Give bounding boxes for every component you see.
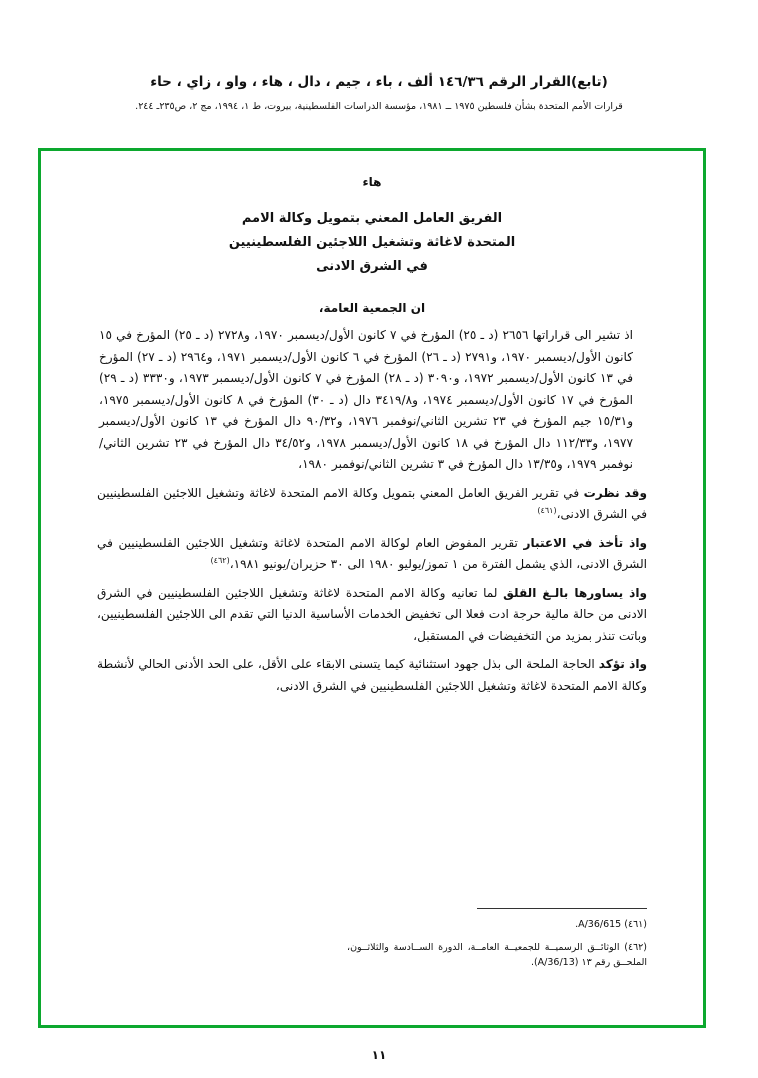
paragraph-lead: واذ تؤكد <box>598 657 647 672</box>
paragraph-emphasizing <box>97 654 647 697</box>
footnote-reference: (٤٦١) <box>537 506 557 516</box>
paragraph-lead: واذ يساورها بالـغ القلق <box>503 585 647 600</box>
green-border-frame <box>38 148 706 1028</box>
resolution-title-line-1: الفريق العامل المعني بتمويل وكالة الامم <box>241 211 503 226</box>
paragraph-text: اذ تشير الى قراراتها ٢٦٥٦ (د ـ ٢٥) المؤرخ في ٧ كانون الأول/ديسمبر ١٩٧٠، و٢٧٢٨ (د ـ ٢٥) المؤرخ في ١٥ كانون الأول/ديسمبر ١٩٧٠، و٢٧٩١ (د ـ ٢٦) المؤرخ في ٦ كانون الأول/ديسمبر ١٩٧١، و٢٩٦٤ (د ـ ٢٧) المؤرخ في ١٣ كانون الأول/ديسمبر ١٩٧٢، و٣٠٩٠ (د ـ ٢٨) المؤرخ في ٧ كانون الأول/ديسمبر ١٩٧٣، و٣٣٣٠ (د ـ ٢٩) المؤرخ في ١٧ كانون الأول/ديسمبر ١٩٧٤، و٣٤١٩/٨ دال (د ـ ٣٠) المؤرخ في ٨ كانون الأول/ديسمبر ١٩٧٥، و١٥/٣١ جيم المؤرخ في ٢٣ تشرين الثاني/نوفمبر ١٩٧٦، و٩٠/٣٢ دال المؤرخ في ١٣ كانون الأول/ديسمبر ١٩٧٧، و١١٢/٣٣ دال المؤرخ في ١٨ كانون الأول/ديسمبر ١٩٧٨، و٣٤/٥٢ دال المؤرخ في ٢٣ تشرين الثاني/نوفمبر ١٩٧٩، و١٣/٣٥ دال المؤرخ في ٣ تشرين الثاني/نوفمبر ١٩٨٠، <box>99 328 634 472</box>
footnote-reference: (٤٦٢) <box>210 556 230 566</box>
section-letter-mark: هاء <box>362 175 382 189</box>
header-title: (تابع)القرار الرقم ١٤٦/٣٦ ألف ، باء ، جيم ، دال ، هاء ، واو ، زاي ، حاء <box>150 74 608 90</box>
resolution-title-line-2: المتحدة لاغاثة وتشغيل اللاجئين الفلسطينيين <box>228 235 516 251</box>
header-source-citation: قرارات الأمم المتحدة بشأن فلسطين ١٩٧٥ ــ ١٩٨١، مؤسسة الدراسات الفلسطينية، بيروت، ط ١، ١٩٩٤، مج ٢، ص٢٣٥ـ ٢٤٤. <box>135 100 623 112</box>
frame-content <box>41 151 703 1025</box>
paragraph-taking-into-account <box>97 533 647 576</box>
paragraph-lead: واذ تأخذ في الاعتبار <box>523 535 647 550</box>
page-number: ١١ <box>371 1048 387 1062</box>
paragraph-deeply-concerned <box>97 583 647 648</box>
document-header <box>0 0 758 113</box>
footnote-separator-rule <box>477 908 647 909</box>
paragraph-text: في تقرير الفريق العامل المعني بتمويل وكالة الامم المتحدة لاغاثة وتشغيل اللاجئين الفلسطينيين في الشرق الادنى، <box>97 485 647 522</box>
paragraph-text: تقرير المفوض العام لوكالة الامم المتحدة لاغاثة وتشغيل اللاجئين الفلسطينيين في الشرق الادنى، الذي يشمل الفترة من ١ تموز/يوليو ١٩٨٠ الى ٣٠ حزيران/يونيو ١٩٨١، <box>97 535 647 572</box>
paragraph-lead: وقد نظرت <box>583 485 647 500</box>
resolution-title <box>97 207 647 279</box>
paragraph-having-considered <box>97 483 647 526</box>
paragraph-text: لما تعانيه وكالة الامم المتحدة لاغاثة وتشغيل اللاجئين الفلسطينيين في الشرق الادنى من حالة مالية حرجة ادت فعلا الى تخفيض الخدمات الأساسية الدنيا التي تقدم الى اللاجئين الفلسطينيين، وباتت تنذر بمزيد من التخفيضات في المستقبل، <box>97 585 647 643</box>
footnotes-block <box>347 908 647 977</box>
resolution-title-line-3: في الشرق الادنى <box>316 259 428 275</box>
preamble-line: ان الجمعية العامة، <box>318 301 426 316</box>
resolution-body <box>97 325 647 697</box>
footnote-item: (٤٦١) A/36/615. <box>575 919 647 931</box>
footnote-item: (٤٦٢) الوثائــق الرسميــة للجمعيــة العامــة، الدورة الســادسة والثلاثــون، الملحــق رقم ١٣ (A/36/13). <box>347 941 647 968</box>
paragraph-text: الحاجة الملحة الى بذل جهود استثنائية كيما يتسنى الابقاء على الأقل، على الحد الأدنى الحالي لأنشطة وكالة الامم المتحدة لاغاثة وتشغيل اللاجئين الفلسطينيين في الشرق الادنى، <box>97 657 647 693</box>
paragraph-recalling <box>97 325 647 476</box>
